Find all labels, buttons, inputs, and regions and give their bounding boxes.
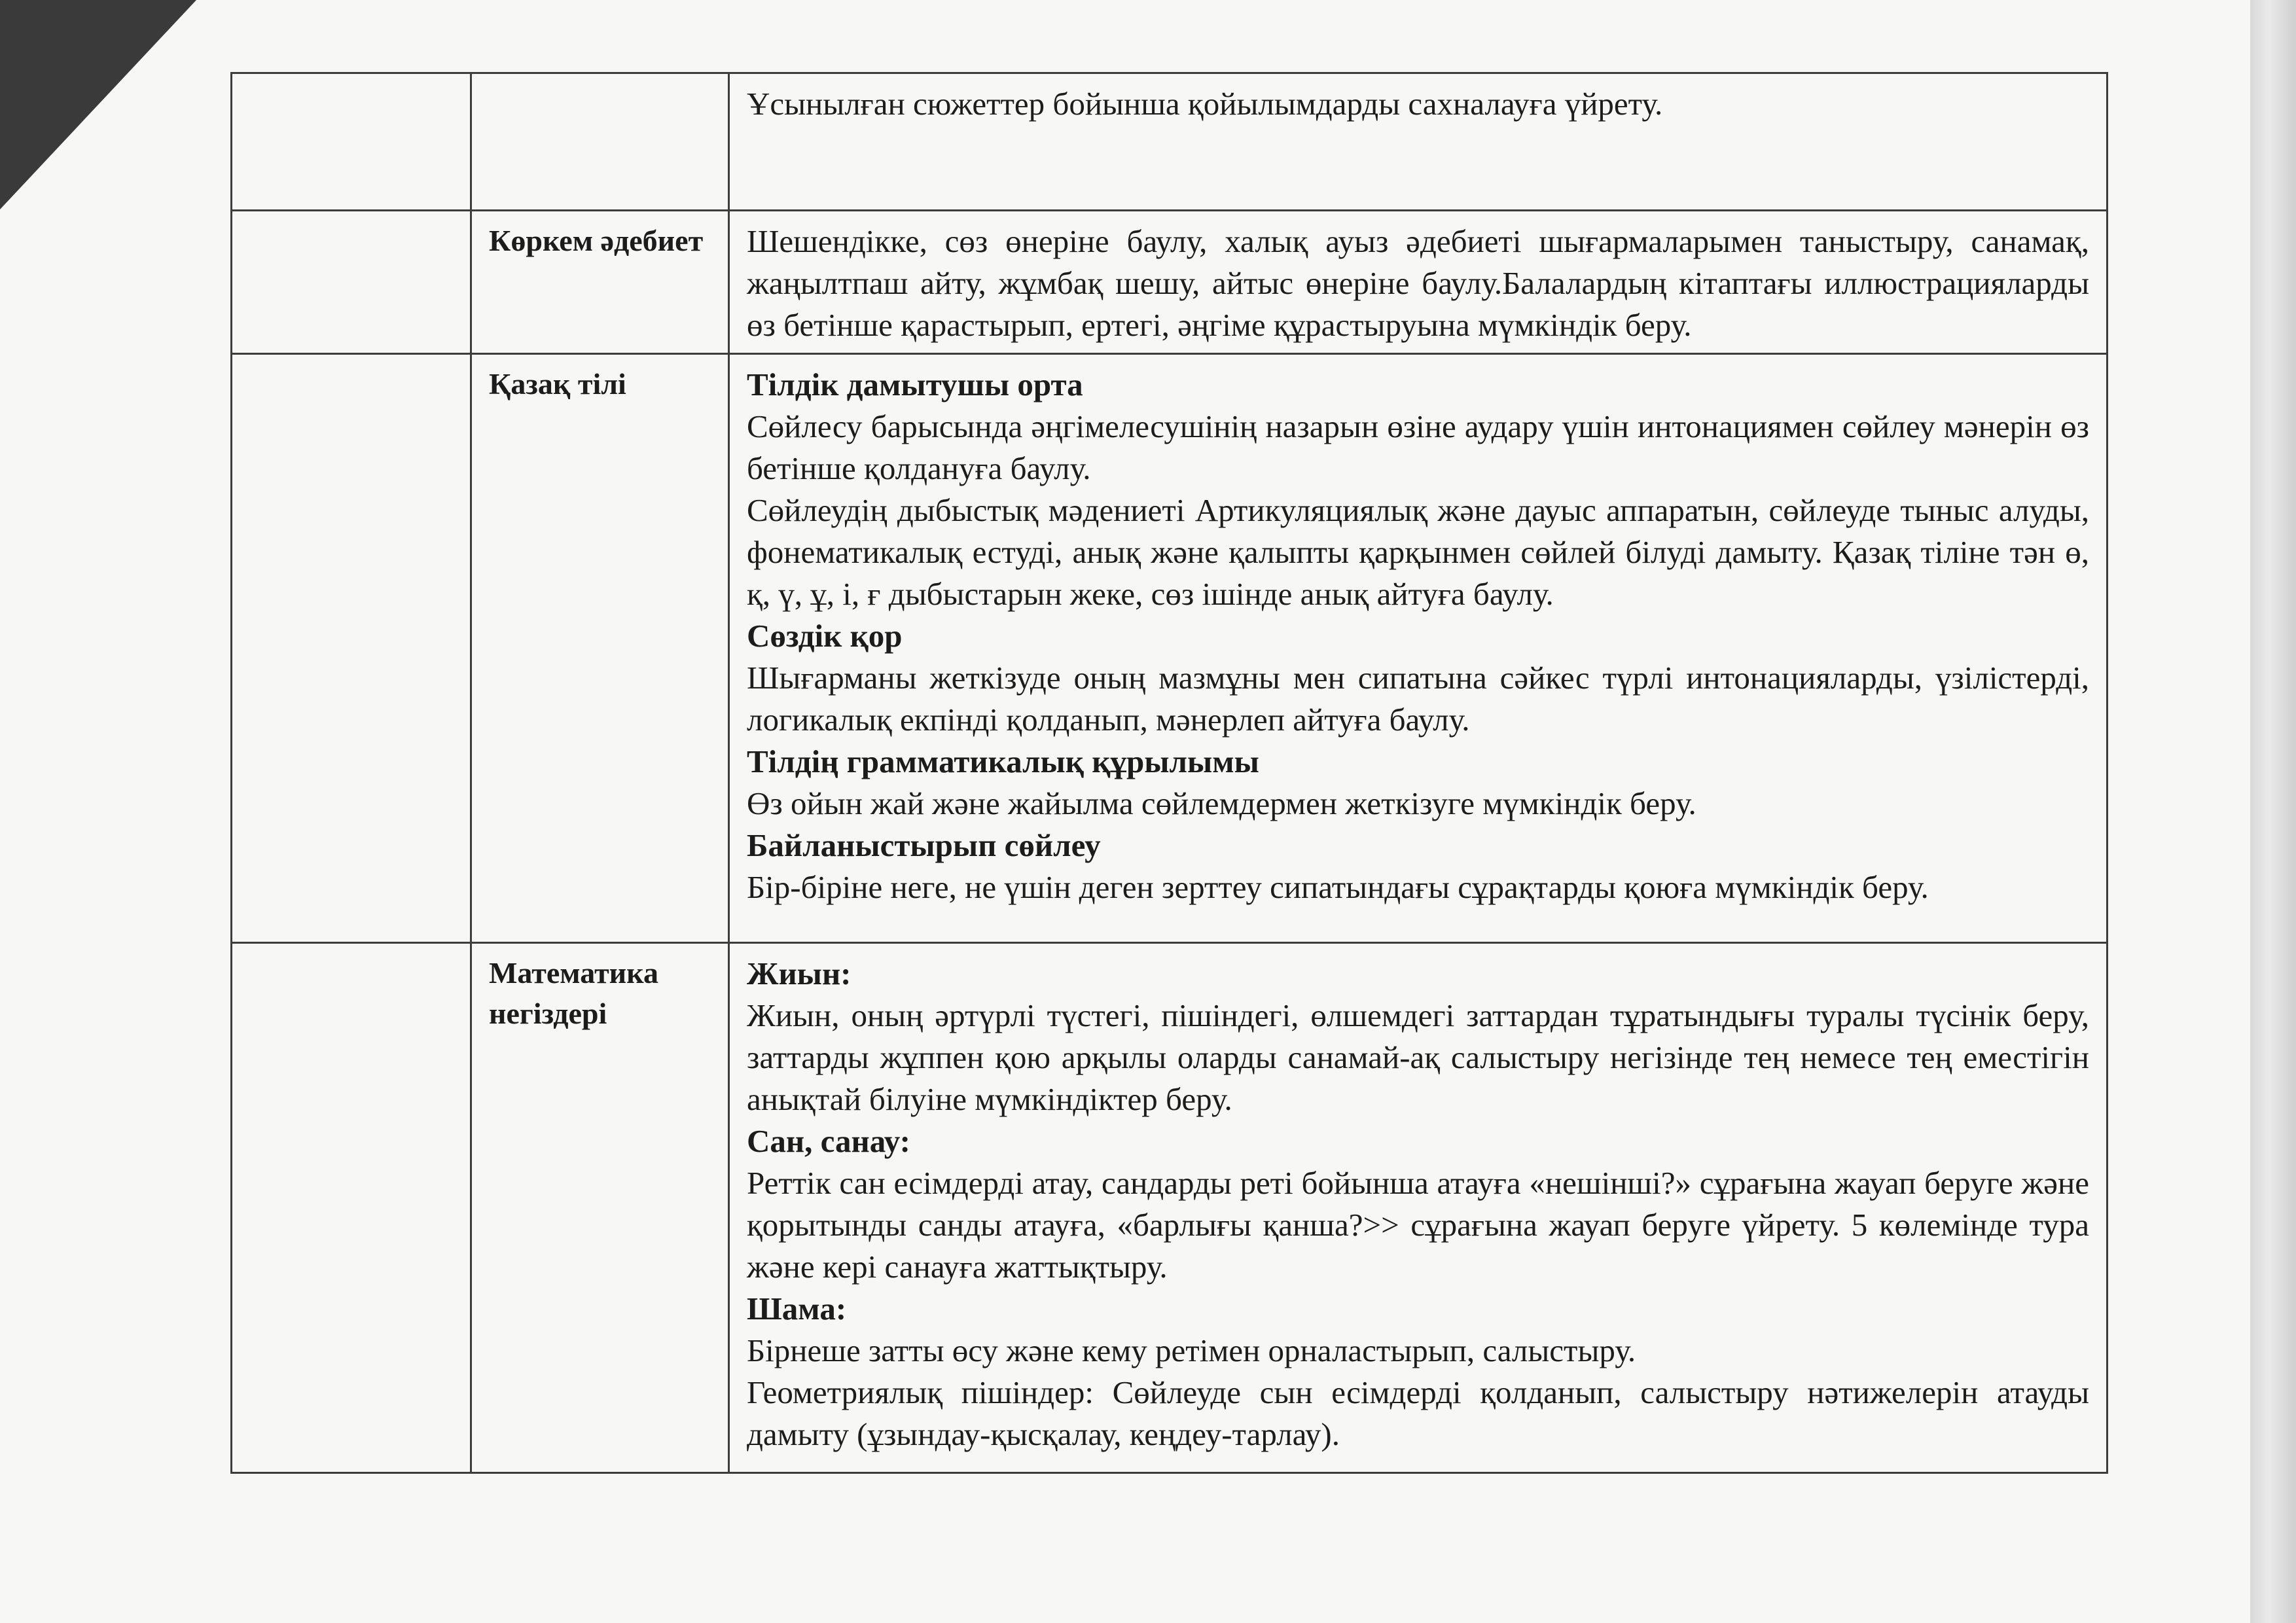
paragraph: Бір-біріне неге, не үшін деген зерттеу сипатындағы сұрақтарды қоюға мүмкіндік беру. — [747, 869, 1929, 905]
table-row — [232, 211, 2108, 354]
paragraph: Реттік сан есімдерді атау, сандарды реті бойынша атауға «нешінші?» сұрағына жауап беруге және қорытынды санды атауға, «барлығы қанша?>> сұрағына жауап беруге үйрету. 5 көлемінде тура және кері санауға жаттықтыру. — [747, 1165, 2089, 1285]
section-heading: Шама: — [747, 1291, 847, 1327]
section-heading: Тілдік дамытушы орта — [747, 366, 1083, 402]
content-cell — [729, 943, 2108, 1473]
paragraph: Сөйлесу барысында әңгімелесушінің назарын өзіне аудару үшін интонациямен сөйлеу мәнерін өз бетінше қолдануға баулу. — [747, 408, 2089, 486]
section-heading: Сан, санау: — [747, 1123, 910, 1159]
empty-cell — [232, 211, 471, 354]
content-cell — [729, 73, 2108, 211]
section-heading: Жиын: — [747, 955, 852, 991]
empty-cell — [232, 354, 471, 943]
paragraph: Геометриялық пішіндер: Сөйлеуде сын есімдерді қолданып, салыстыру нәтижелерін атауды дамыту (ұзындау-қысқалау, кеңдеу-тарлау). — [747, 1374, 2089, 1452]
paragraph: Сөйлеудің дыбыстық мәдениеті Артикуляциялық және дауыс аппаратын, сөйлеуде тыныс алуды, фонематикалық естуді, анық және қалыпты қарқынмен сөйлей білуді дамыту. Қазақ тіліне тән ө, қ, ү, ұ, і, ғ дыбыстарын жеке, сөз ішінде анық айтуға баулу. — [747, 492, 2089, 612]
content-cell — [729, 354, 2108, 943]
page-stack-edge — [2250, 0, 2296, 1623]
empty-cell — [232, 73, 471, 211]
section-heading: Байланыстырып сөйлеу — [747, 827, 1101, 863]
content-cell — [729, 211, 2108, 354]
table-row — [232, 354, 2108, 943]
subject-cell: Қазақ тілі — [471, 354, 729, 943]
page-corner-fold — [0, 0, 196, 209]
curriculum-table — [230, 72, 2108, 1474]
paragraph: Жиын, оның әртүрлі түстегі, пішіндегі, өлшемдегі заттардан тұратындығы туралы түсінік беру, заттарды жұппен қою арқылы оларды санамай-ақ салыстыру негізінде тең немесе тең еместігін анықтай білуіне мүмкіндіктер беру. — [747, 997, 2089, 1117]
section-heading: Тілдің грамматикалық құрылымы — [747, 743, 1259, 779]
paragraph: Шығарманы жеткізуде оның мазмұны мен сипатына сәйкес түрлі интонацияларды, үзілістерді, логикалық екпінді қолданып, мәнерлеп айтуға баулу. — [747, 660, 2089, 738]
subject-cell: Көркем әдебиет — [471, 211, 729, 354]
subject-cell: Математика негіздері — [471, 943, 729, 1473]
table-row — [232, 943, 2108, 1473]
empty-cell — [232, 943, 471, 1473]
table-row — [232, 73, 2108, 211]
paragraph: Ұсынылған сюжеттер бойынша қойылымдарды сахналауға үйрету. — [747, 86, 1663, 122]
subject-cell — [471, 73, 729, 211]
paragraph: Өз ойын жай және жайылма сөйлемдермен жеткізуге мүмкіндік беру. — [747, 785, 1696, 821]
paragraph: Шешендікке, сөз өнеріне баулу, халық ауыз әдебиеті шығармаларымен таныстыру, санамақ, жаңылтпаш айту, жұмбақ шешу, айтыс өнеріне баулу.Балалардың кітаптағы иллюстрацияларды өз бетінше қарастырып, ертегі, әңгіме құрастыруына мүмкіндік беру. — [747, 223, 2089, 343]
section-heading: Сөздік қор — [747, 618, 903, 654]
paragraph: Бірнеше затты өсу және кему ретімен орналастырып, салыстыру. — [747, 1332, 1636, 1368]
